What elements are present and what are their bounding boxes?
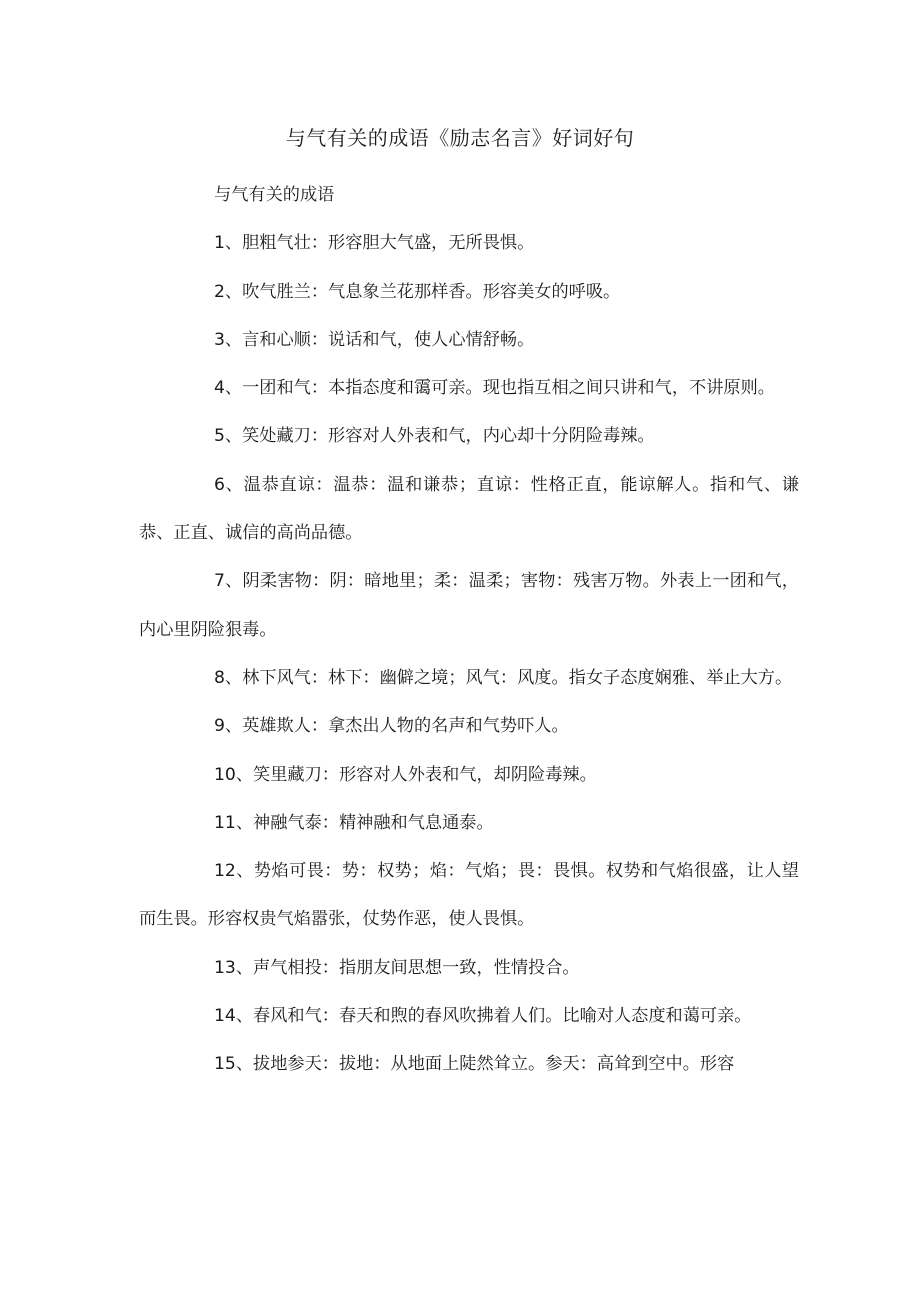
section-heading: 与气有关的成语 [214, 185, 335, 205]
idiom-entry-4: 4、一团和气：本指态度和霭可亲。现也指互相之间只讲和气，不讲原则。 [214, 378, 775, 399]
idiom-entry-13: 13、声气相投：指朋友间思想一致，性情投合。 [214, 957, 580, 978]
idiom-entry-7: 7、阴柔害物：阴：暗地里；柔：温柔；害物：残害万物。外表上一团和气，内心里阴险狠毒。 [139, 571, 799, 640]
idiom-entry-14: 14、春风和气：春天和煦的春风吹拂着人们。比喻对人态度和蔼可亲。 [214, 1006, 752, 1027]
idiom-entry-12: 12、势焰可畏：势：权势；焰：气焰；畏：畏惧。权势和气焰很盛，让人望而生畏。形容权贵气焰嚣张，仗势作恶，使人畏惧。 [139, 861, 799, 930]
idiom-entry-2: 2、吹气胜兰：气息象兰花那样香。形容美女的呼吸。 [214, 281, 621, 302]
idiom-entry-10: 10、笑里藏刀：形容对人外表和气，却阴险毒辣。 [214, 764, 597, 785]
idiom-entry-8: 8、林下风气：林下：幽僻之境；风气：风度。指女子态度娴雅、举止大方。 [214, 667, 793, 688]
idiom-entry-3: 3、言和心顺：说话和气，使人心情舒畅。 [214, 329, 535, 350]
idiom-entry-6: 6、温恭直谅：温恭：温和谦恭；直谅：性格正直，能谅解人。指和气、谦恭、正直、诚信的高尚品德。 [139, 474, 799, 544]
document-title: 与气有关的成语《励志名言》好词好句 [285, 126, 635, 150]
idiom-entry-11: 11、神融气泰：精神融和气息通泰。 [214, 812, 494, 833]
idiom-entry-1: 1、胆粗气壮：形容胆大气盛，无所畏惧。 [214, 233, 535, 254]
idiom-entry-5: 5、笑处藏刀：形容对人外表和气，内心却十分阴险毒辣。 [214, 426, 655, 447]
idiom-entry-9: 9、英雄欺人：拿杰出人物的名声和气势吓人。 [214, 716, 569, 737]
document-body [139, 171, 799, 1089]
idiom-entry-15: 15、拔地参天：拔地：从地面上陡然耸立。参天：高耸到空中。形容 [214, 1054, 735, 1075]
